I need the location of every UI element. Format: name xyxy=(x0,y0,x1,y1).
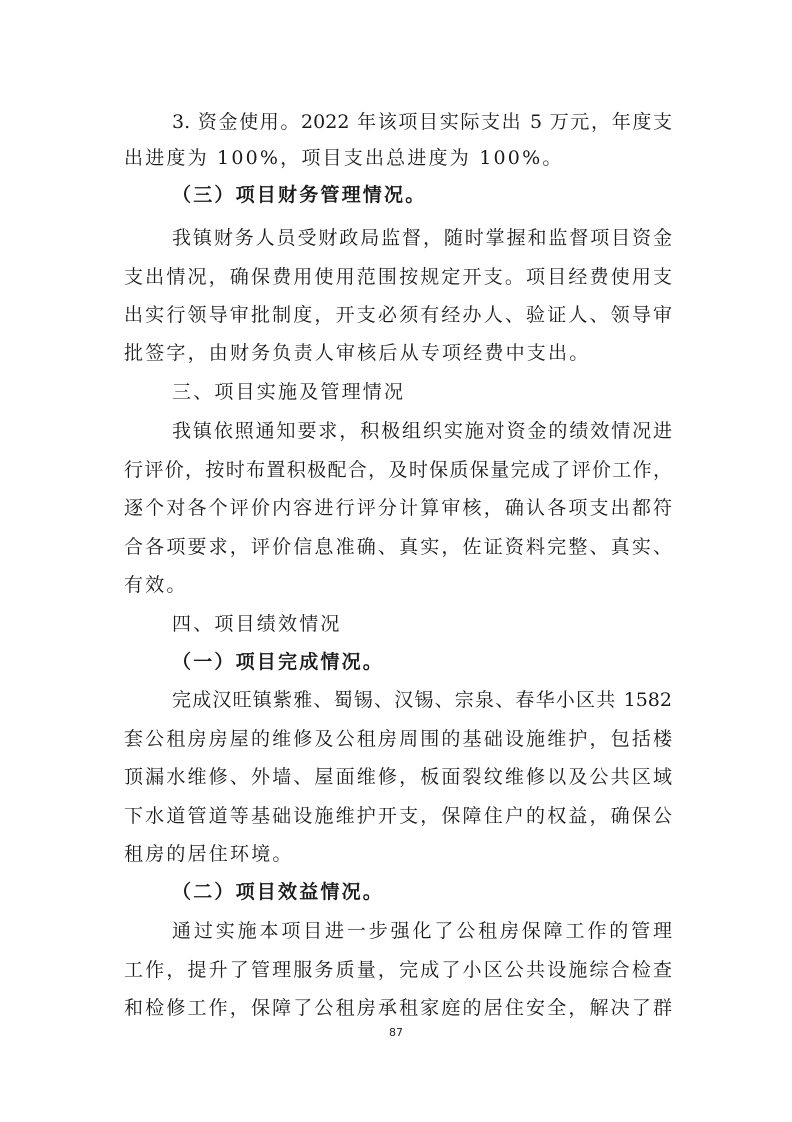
section-heading: 四、项目绩效情况 xyxy=(172,613,342,635)
paragraph-line: 顶漏水维修、外墙、屋面维修，板面裂纹维修以及公共区域 xyxy=(124,766,672,788)
paragraph-line: 我镇依照通知要求，积极组织实施对资金的绩效情况进 xyxy=(172,420,672,442)
paragraph-line: 下水道管道等基础设施维护开支，保障住户的权益，确保公 xyxy=(124,805,672,827)
paragraph-line: 出进度为 100%，项目支出总进度为 100%。 xyxy=(124,147,564,169)
section-heading: （二）项目效益情况。 xyxy=(172,881,385,903)
paragraph-line: 支出情况，确保费用使用范围按规定开支。项目经费使用支 xyxy=(124,266,672,288)
section-heading: （三）项目财务管理情况。 xyxy=(172,184,427,206)
paragraph-line: 我镇财务人员受财政局监督，随时掌握和监督项目资金 xyxy=(172,227,672,249)
paragraph-line: 有效。 xyxy=(124,574,188,596)
paragraph-line: 合各项要求，评价信息准确、真实，佐证资料完整、真实、 xyxy=(124,536,672,558)
paragraph-line: 3. 资金使用。2022 年该项目实际支出 5 万元，年度支 xyxy=(172,111,672,133)
paragraph-line: 逐个对各个评价内容进行评分计算审核，确认各项支出都符 xyxy=(124,497,672,519)
paragraph-line: 出实行领导审批制度，开支必须有经办人、验证人、领导审 xyxy=(124,304,672,326)
paragraph-line: 完成汉旺镇紫雅、蜀锡、汉锡、宗泉、春华小区共 1582 xyxy=(172,689,672,711)
paragraph-line: 租房的居住环境。 xyxy=(124,843,294,865)
section-heading: 三、项目实施及管理情况 xyxy=(172,381,406,403)
page-number: 87 xyxy=(389,1026,403,1039)
paragraph-line: 通过实施本项目进一步强化了公租房保障工作的管理 xyxy=(172,920,672,942)
paragraph-line: 工作，提升了管理服务质量，完成了小区公共设施综合检查 xyxy=(124,959,672,981)
paragraph-line: 套公租房房屋的维修及公租房周围的基础设施维护，包括楼 xyxy=(124,728,672,750)
paragraph-line: 和检修工作，保障了公租房承租家庭的居住安全，解决了群 xyxy=(124,997,672,1019)
paragraph-line: 行评价，按时布置积极配合，及时保质保量完成了评价工作， xyxy=(124,459,672,481)
section-heading: （一）项目完成情况。 xyxy=(172,651,385,673)
paragraph-line: 批签字，由财务负责人审核后从专项经费中支出。 xyxy=(124,342,591,364)
